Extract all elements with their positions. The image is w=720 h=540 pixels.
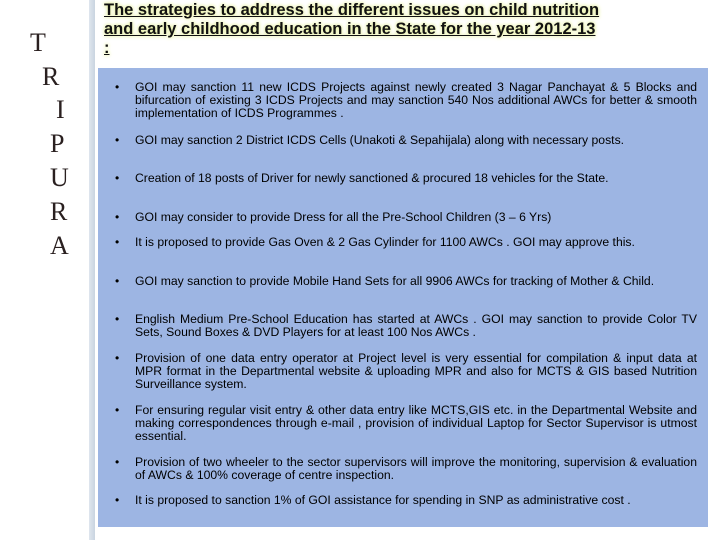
letter-r1: R	[42, 62, 60, 91]
list-item-text: Creation of 18 posts of Driver for newly sanctioned & procured 18 vehicles for the State.	[135, 171, 609, 185]
letter-p: P	[50, 129, 65, 158]
bullet-icon: •	[115, 171, 120, 185]
bullet-icon: •	[115, 210, 120, 224]
list-item-text: GOI may sanction 2 District ICDS Cells (Unakoti & Sepahijala) along with necessary posts.	[135, 133, 625, 147]
bullet-icon: •	[115, 493, 120, 507]
slide-title: The strategies to address the different issues on child nutrition and early childhood education in the State for the year 2012-13 :	[104, 1, 600, 57]
list-item-text: GOI may sanction 11 new ICDS Projects against newly created 3 Nagar Panchayat & 5 Blocks and bifurcation of existing 3 ICDS Projects and may sanction 540 Nos additional AWCs for better & smooth implementation of ICDS Programmes .	[135, 80, 697, 120]
list-item-text: GOI may consider to provide Dress for all the Pre-School Children (3 – 6 Yrs)	[135, 210, 552, 224]
bullet-icon: •	[115, 455, 120, 469]
list-item-text: Provision of one data entry operator at Project level is very essential for compilation & input data at MPR format in the Departmental website & uploading MPR and also for MCTS & GIS based Nutrition Surveillance system.	[135, 351, 697, 391]
list-item-text: English Medium Pre-School Education has started at AWCs . GOI may sanction to provide Color TV Sets, Sound Boxes & DVD Players for at least 100 Nos AWCs .	[135, 312, 697, 339]
bullet-icon: •	[115, 133, 120, 147]
letter-a: A	[50, 231, 69, 260]
letter-t: T	[30, 28, 46, 57]
bullet-icon: •	[115, 351, 120, 365]
list-item-text: GOI may sanction to provide Mobile Hand Sets for all 9906 AWCs for tracking of Mother & Child.	[135, 274, 655, 288]
bullet-icon: •	[115, 312, 120, 326]
list-item-text: Provision of two wheeler to the sector supervisors will improve the monitoring, supervision & evaluation of AWCs & 100% coverage of centre inspection.	[135, 455, 697, 482]
letter-i: I	[56, 95, 65, 124]
left-divider-bar	[89, 0, 95, 540]
letter-r2: R	[50, 197, 68, 226]
bullet-icon: •	[115, 274, 120, 288]
list-item-text: For ensuring regular visit entry & other data entry like MCTS,GIS etc. in the Departmental Website and making correspondences through e-mail , provision of individual Laptop for Sector Supervisor is utmost essential.	[135, 403, 697, 443]
list-item-text: It is proposed to provide Gas Oven & 2 Gas Cylinder for 1100 AWCs . GOI may approve this.	[135, 235, 635, 249]
content-panel	[98, 68, 708, 527]
bullet-icon: •	[115, 235, 120, 249]
bullet-icon: •	[115, 80, 120, 94]
list-item-text: It is proposed to sanction 1% of GOI assistance for spending in SNP as administrative cost .	[135, 493, 631, 507]
letter-u: U	[50, 163, 69, 192]
bullet-icon: •	[115, 403, 120, 417]
